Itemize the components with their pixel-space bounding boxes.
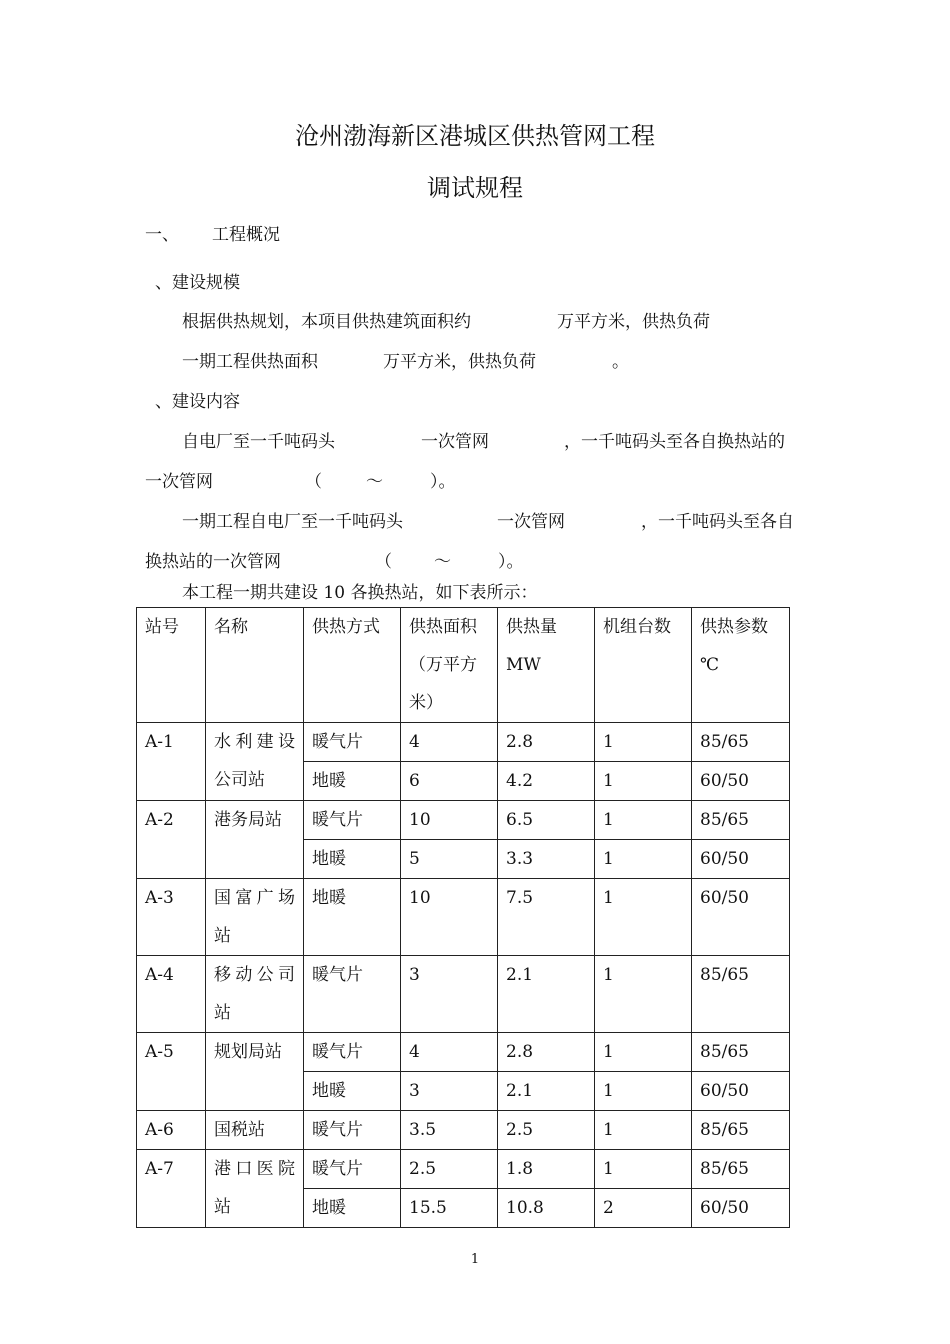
table-cell: 地暖 <box>304 879 401 956</box>
document-subtitle: 调试规程 <box>427 174 523 202</box>
table-cell: 2.8 <box>498 1033 595 1072</box>
paragraph-text: ，一千吨码头至各自 <box>641 512 794 532</box>
paragraph-text: 一期工程供热面积 <box>182 352 318 372</box>
table-row <box>137 956 790 1033</box>
table-cell: 暖气片 <box>304 801 401 840</box>
table-row <box>137 801 790 840</box>
table-cell: 国税站 <box>206 1111 304 1150</box>
table-cell: 地暖 <box>304 1072 401 1111</box>
paragraph-text: 一期工程自电厂至一千吨码头 <box>182 512 403 532</box>
table-header-cell: 名称 <box>206 608 304 723</box>
table-cell: 1 <box>595 1150 692 1189</box>
table-header-cell: 供热方式 <box>304 608 401 723</box>
paragraph-text: ，一千吨码头至各自换热站的 <box>564 432 785 452</box>
table-cell: A-6 <box>137 1111 206 1150</box>
paragraph-text: 一次管网 <box>421 432 489 452</box>
table-cell: 2.1 <box>498 956 595 1033</box>
paragraph-text: 自电厂至一千吨码头 <box>182 432 335 452</box>
subsection-heading-scale: 、建设规模 <box>155 273 240 293</box>
paragraph-text: （ <box>375 552 392 572</box>
table-row <box>137 1111 790 1150</box>
table-cell: 2.8 <box>498 723 595 762</box>
table-cell: 1 <box>595 723 692 762</box>
paragraph-text: 换热站的一次管网 <box>145 552 281 572</box>
table-cell: 国富广场站 <box>206 879 304 956</box>
section-number: 一、 <box>145 225 179 245</box>
table-cell: 地暖 <box>304 762 401 801</box>
table-cell: A-3 <box>137 879 206 956</box>
table-cell: 3.3 <box>498 840 595 879</box>
table-cell: A-4 <box>137 956 206 1033</box>
table-cell: 2.5 <box>498 1111 595 1150</box>
table-cell: 4 <box>401 723 498 762</box>
paragraph-text: 万平方米，供热负荷 <box>383 352 536 372</box>
heat-station-table <box>136 607 790 1228</box>
paragraph-text: ～ <box>366 472 383 492</box>
table-cell: 1 <box>595 1111 692 1150</box>
table-cell: 60/50 <box>692 879 790 956</box>
table-intro-text: 本工程一期共建设 10 各换热站，如下表所示： <box>182 583 538 603</box>
table-cell: 地暖 <box>304 840 401 879</box>
table-header-row <box>137 608 790 723</box>
table-header-cell: 站号 <box>137 608 206 723</box>
table-cell: 60/50 <box>692 762 790 801</box>
table-cell: 3 <box>401 1072 498 1111</box>
table-cell: 地暖 <box>304 1189 401 1228</box>
table-cell: 85/65 <box>692 723 790 762</box>
table-header-cell: 供热面积 （万平方 米） <box>401 608 498 723</box>
table-cell: 85/65 <box>692 1033 790 1072</box>
table-cell: 暖气片 <box>304 956 401 1033</box>
paragraph-text: 一次管网 <box>145 472 213 492</box>
table-cell: 规划局站 <box>206 1033 304 1111</box>
table-cell: 4.2 <box>498 762 595 801</box>
table-cell: 10.8 <box>498 1189 595 1228</box>
table-cell: 60/50 <box>692 1072 790 1111</box>
table-cell: 1 <box>595 1072 692 1111</box>
document-title: 沧州渤海新区港城区供热管网工程 <box>295 122 655 150</box>
table-cell: 7.5 <box>498 879 595 956</box>
table-cell: 2 <box>595 1189 692 1228</box>
table-cell: 1 <box>595 879 692 956</box>
table-cell: 85/65 <box>692 801 790 840</box>
table-cell: A-1 <box>137 723 206 801</box>
table-cell: 5 <box>401 840 498 879</box>
table-row <box>137 879 790 956</box>
table-cell: 15.5 <box>401 1189 498 1228</box>
paragraph-text: ）。 <box>430 472 456 492</box>
paragraph-text: 。 <box>612 352 629 372</box>
table-cell: 1 <box>595 840 692 879</box>
table-cell: 2.1 <box>498 1072 595 1111</box>
table-cell: 暖气片 <box>304 1033 401 1072</box>
table-cell: 港口医院站 <box>206 1150 304 1228</box>
table-cell: 1 <box>595 762 692 801</box>
subsection-heading-content: 、建设内容 <box>155 392 240 412</box>
table-cell: 1.8 <box>498 1150 595 1189</box>
table-cell: A-2 <box>137 801 206 879</box>
paragraph-text: 一次管网 <box>497 512 565 532</box>
table-cell: 港务局站 <box>206 801 304 879</box>
table-cell: 2.5 <box>401 1150 498 1189</box>
table-row <box>137 1150 790 1189</box>
table-cell: 暖气片 <box>304 1111 401 1150</box>
table-cell: 1 <box>595 1033 692 1072</box>
table-cell: 4 <box>401 1033 498 1072</box>
table-cell: 60/50 <box>692 1189 790 1228</box>
paragraph-text: 根据供热规划，本项目供热建筑面积约 <box>182 312 471 332</box>
table-header-cell: 供热参数 ℃ <box>692 608 790 723</box>
table-row <box>137 1033 790 1072</box>
table-header-cell: 供热量 MW <box>498 608 595 723</box>
table-cell: 10 <box>401 879 498 956</box>
table-cell: 暖气片 <box>304 1150 401 1189</box>
table-row <box>137 723 790 762</box>
table-header-cell: 机组台数 <box>595 608 692 723</box>
table-cell: 10 <box>401 801 498 840</box>
table-cell: 1 <box>595 801 692 840</box>
table-cell: 3 <box>401 956 498 1033</box>
table-cell: 6.5 <box>498 801 595 840</box>
table-cell: 移动公司站 <box>206 956 304 1033</box>
table-cell: A-7 <box>137 1150 206 1228</box>
table-cell: 60/50 <box>692 840 790 879</box>
paragraph-text: ～ <box>434 552 451 572</box>
paragraph-text: （ <box>305 472 322 492</box>
table-cell: 85/65 <box>692 1150 790 1189</box>
page-number: 1 <box>470 1252 480 1267</box>
table-cell: 暖气片 <box>304 723 401 762</box>
section-heading: 工程概况 <box>212 225 280 245</box>
table-cell: 6 <box>401 762 498 801</box>
table-cell: 1 <box>595 956 692 1033</box>
paragraph-text: ）。 <box>498 552 524 572</box>
paragraph-text: 万平方米，供热负荷 <box>557 312 710 332</box>
table-cell: 3.5 <box>401 1111 498 1150</box>
table-cell: 85/65 <box>692 1111 790 1150</box>
table-cell: A-5 <box>137 1033 206 1111</box>
table-cell: 水利建设公司站 <box>206 723 304 801</box>
table-cell: 85/65 <box>692 956 790 1033</box>
